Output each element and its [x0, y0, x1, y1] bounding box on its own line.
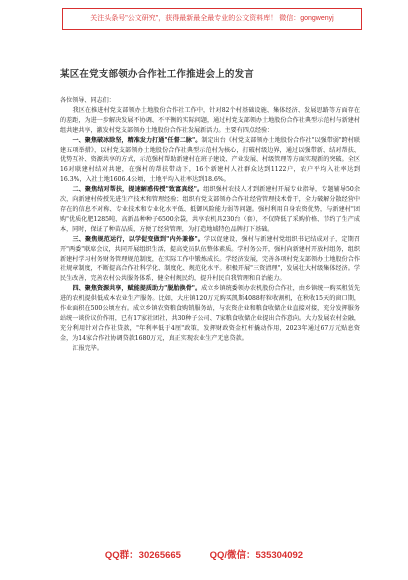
promo-banner-text: 关注头条号"公文研究"，获得最新最全最专业的公文资料库！ 微信：gongwenyj: [90, 15, 334, 22]
section-4-body: 成立乡镇统委领办农机股份合作社，由乡镇统一购买租赁先进的农机提供低成本农业生产服务。比如，大庄镇120万元购买凯斯4088籽粒收割机，在秋收15天的窗口期，作业面积在500公顷左右。成立乡镇农资粮食购销服务站，与农资企业和粮食收储企业直接对接，充分发挥服务站统一谈价议价作用，已有17家社团社，共30种子公司、7家粮食收储企业提出合作意向。大力发展农村金融，充分利用针对合作社贷款，"年利率低于4厘"政策，发挥财政资金杠杆撬动作用，2023年通过67万元贴息资金，为14家合作社协调贷款1680万元，真正实现农业生产无息贷款。: [60, 285, 361, 342]
salutation: 各位领导、同志们：: [60, 97, 115, 104]
promo-banner: [62, 8, 362, 30]
document-title: 某区在党支部领办合作社工作推进会上的发言: [60, 69, 255, 80]
document-body: [60, 96, 360, 354]
section-4-heading: 四、聚焦资源共享，赋能提质助力"脱胎换骨"。: [72, 285, 202, 293]
intro-paragraph: 我区在推进村党支部领办土地股份合作社工作中，针对82个村基础设施、集体经济、发展思路等方面存在的差距，为进一步解决发展不协调、不平衡的实际问题，通过村党支部领办土地股份合作社典型示范村与新建村组共建共享，激发村党支部领办土地股份合作社发展新活力。主要有四点经验：: [60, 106, 360, 134]
section-2-body: 组织强村农技人才到新建村开展专业指导，专题辅导50余次，向新建村传授先进生产技术和管理经验；组织有党支部领办合作社经营管理技术骨干，全力破解分散经营中存在的信息不对称、专业技术和专业化水平低、抵御风险能力弱等问题。强村利用自身农资优势，与新建村"团购"优质化肥1285吨、高新品种种子6500余袋，共享农机具230台（套），不仅降低了采购价格、节约了生产成本，同时，保证了种苗品质，方便了经营管理，为打造地域特色品牌打下基础。: [60, 186, 360, 233]
section-2: [60, 185, 360, 235]
section-1-body: 制定出台《村党支部领办土地股份合作社"以强带弱"跨村联建五项举措》，以村党支部领办土地股份合作社典型示范村为核心，打破村级边界，通过以强带新、结对帮扶、优势互补、资源共享的方式，示范强村帮助新建村在班子建设、产业发展、村级管理等方面实现新的突破。全区16对联建村结对共建，在强村的帮扶带动下，16个新建村人社群众达到1122户，农户平均入社率达到16.3%，入社土地1606.4公顷，土地平均入社率达到18.6%。: [60, 136, 360, 184]
section-1-heading: 一、聚焦破冰除坚，精准发力打通"任督二脉"。: [72, 136, 202, 144]
qq-group: QQ群：30265665: [104, 550, 181, 561]
contact-footer: [0, 547, 408, 561]
closing-line: 汇报完毕。: [72, 344, 103, 352]
section-3-body: 学以促建设，强村与新建村党组织书记结成对子，定期召开"两委"联席会议，共同开展组织生活，提高党员队伍整体素质。学村务公开，强村向新建村开放村组务，组织新建村学习村务财务管理规范制度，在实际工作中锻炼成长。学经济发展，完善各项村党支部领办土地股份合作社规章制度，不断提高合作社科学化、制度化、规范化水平。积极开展"三资清理"，发展壮大村级集体经济。学民生改善，完善农村公共服务体系，健全村规民约，提升村民自我管理和自治能力。: [60, 235, 361, 283]
section-2-heading: 二、聚焦结对帮扶，提速解惑传授"致富真经"。: [72, 186, 204, 194]
section-1: [60, 136, 360, 186]
section-3-heading: 三、聚焦规范运行，以学促变做到"内外兼修"。: [72, 235, 205, 243]
section-3: [60, 235, 360, 285]
section-4: [60, 284, 360, 343]
qq-wechat: QQ/微信：535304092: [209, 550, 304, 561]
